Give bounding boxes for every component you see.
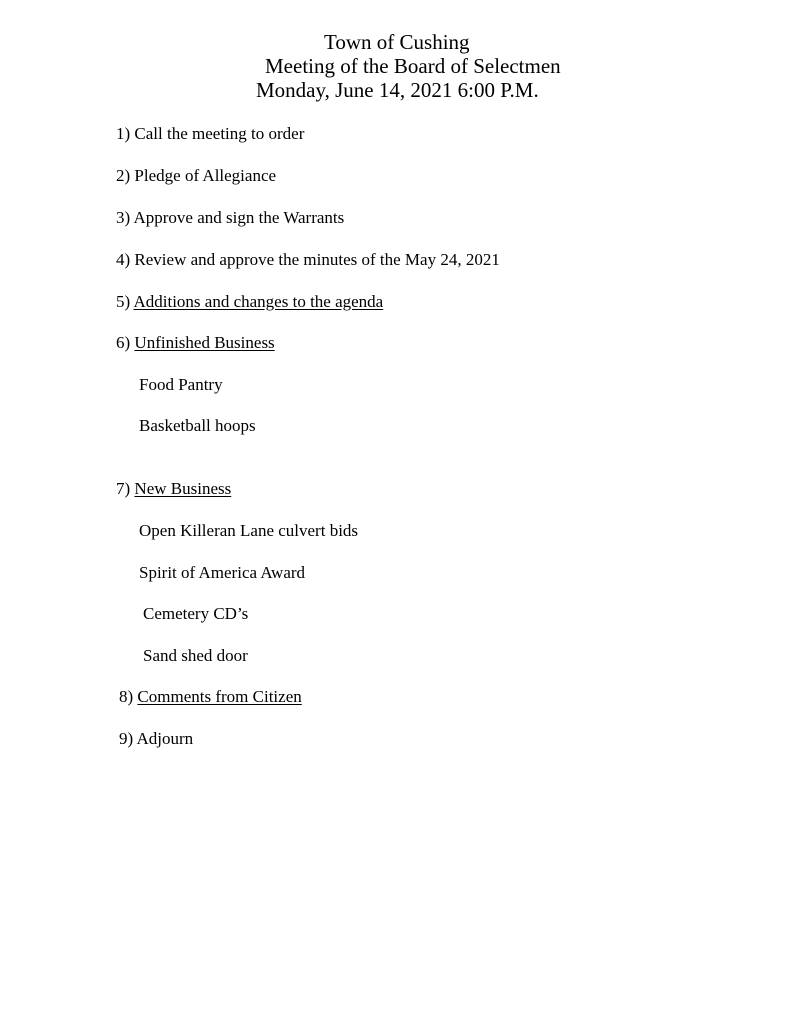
agenda-item-number: 5)	[116, 292, 134, 311]
meeting-datetime: Monday, June 14, 2021 6:00 P.M.	[256, 78, 539, 102]
agenda-subitem: Cemetery CD’s	[143, 604, 249, 623]
agenda-item-8	[119, 687, 302, 707]
town-title: Town of Cushing	[324, 30, 470, 54]
agenda-item-5	[116, 292, 383, 312]
agenda-item-text: Unfinished Business	[134, 333, 275, 352]
agenda-item-4	[116, 250, 500, 270]
agenda-item-6	[116, 333, 275, 353]
agenda-subitem: Spirit of America Award	[139, 563, 306, 582]
agenda-item-9	[119, 729, 193, 749]
agenda-item-text: Review and approve the minutes of the May 24, 2021	[134, 250, 500, 269]
agenda-item-text: Comments from Citizen	[137, 687, 302, 706]
agenda-item-1	[116, 124, 304, 144]
agenda-item-text: Call the meeting to order	[134, 124, 305, 143]
agenda-item-number: 2)	[116, 166, 135, 185]
meeting-title: Meeting of the Board of Selectmen	[265, 54, 561, 78]
agenda-item-number: 6)	[116, 333, 135, 352]
agenda-item-number: 9)	[119, 729, 137, 748]
agenda-item-text: New Business	[134, 479, 232, 498]
agenda-item-number: 8)	[119, 687, 138, 706]
agenda-item-number: 4)	[116, 250, 135, 269]
agenda-subitem: Sand shed door	[143, 646, 248, 665]
agenda-item-text: Pledge of Allegiance	[134, 166, 277, 185]
agenda-subitem: Food Pantry	[139, 375, 223, 394]
agenda-item-number: 1)	[116, 124, 135, 143]
agenda-item-number: 7)	[116, 479, 135, 498]
agenda-item-2	[116, 166, 276, 186]
agenda-item-text: Additions and changes to the agenda	[133, 292, 384, 311]
agenda-item-3	[116, 208, 344, 228]
agenda-item-7	[116, 479, 231, 499]
agenda-subitem: Open Killeran Lane culvert bids	[139, 521, 359, 540]
agenda-subitem: Basketball hoops	[139, 416, 256, 435]
agenda-item-number: 3)	[116, 208, 134, 227]
agenda-item-text: Approve and sign the Warrants	[133, 208, 345, 227]
agenda-item-text: Adjourn	[136, 729, 194, 748]
